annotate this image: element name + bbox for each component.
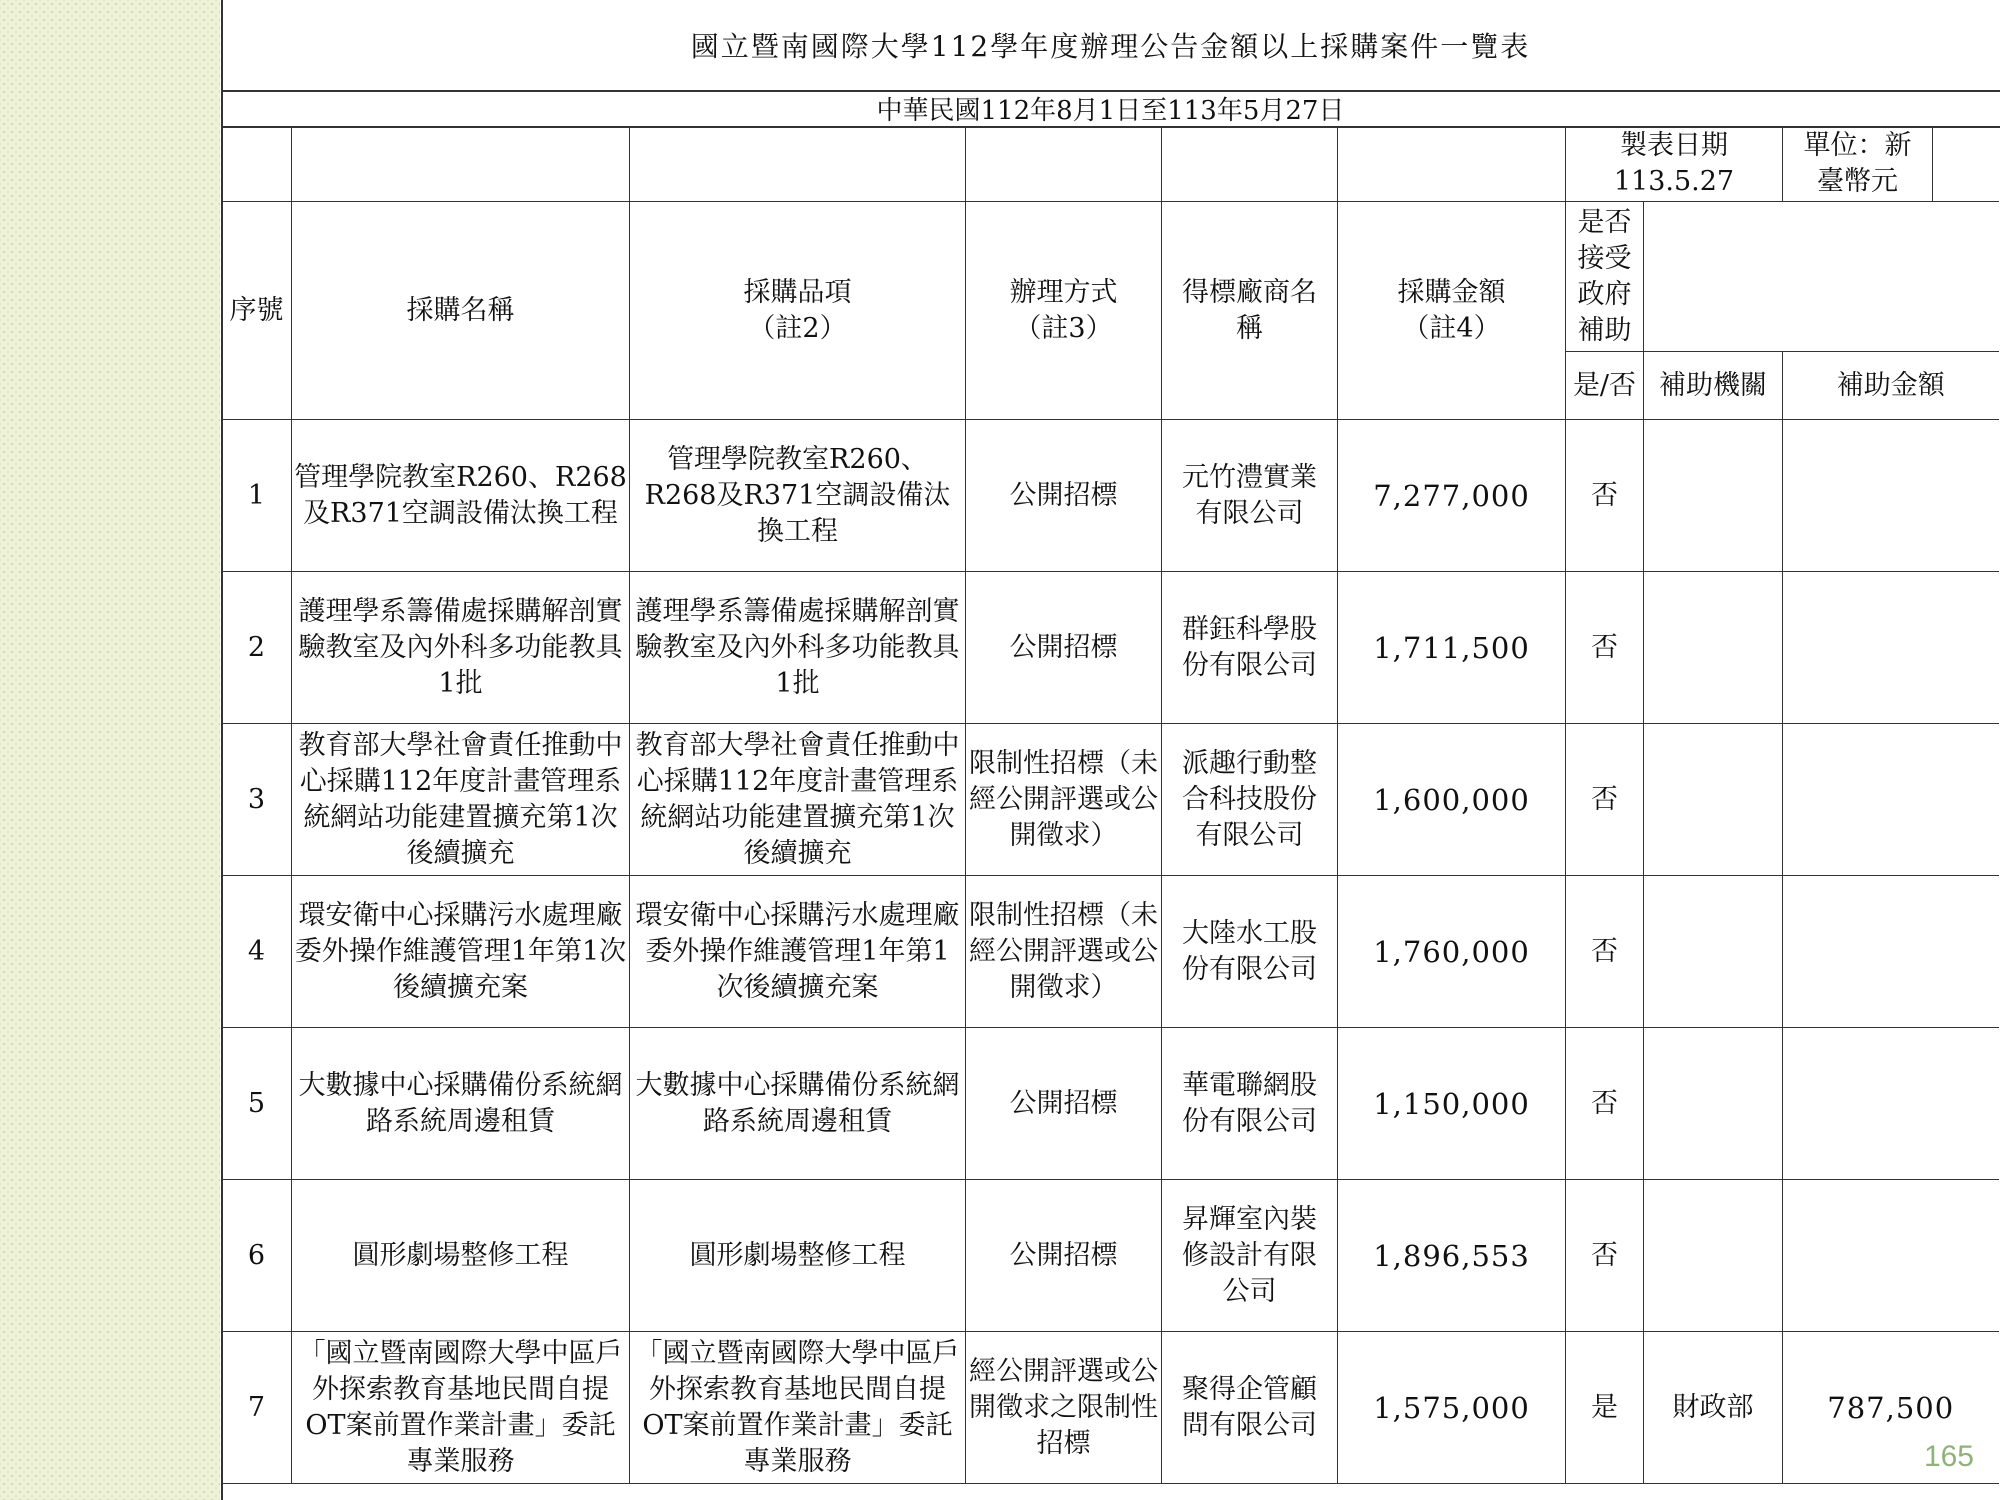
header-method-title: 辦理方式 — [1009, 276, 1118, 308]
procurement-table — [221, 126, 1999, 1484]
row-agency — [1644, 1028, 1783, 1180]
row-amount: 1,711,500 — [1338, 572, 1566, 724]
row-seq: 3 — [222, 724, 292, 876]
meta-empty-cell — [966, 127, 1162, 202]
row-amount: 1,760,000 — [1338, 876, 1566, 1028]
row-name: 「國立暨南國際大學中區戶外探索教育基地民間自提OT案前置作業計畫」委託專業服務 — [292, 1332, 630, 1484]
row-seq: 6 — [222, 1180, 292, 1332]
row-subsidy: 是 — [1566, 1332, 1644, 1484]
row-item: 管理學院教室R260、R268及R371空調設備汰換工程 — [630, 420, 966, 572]
page-number: 165 — [1923, 1440, 1974, 1473]
row-agency — [1644, 572, 1783, 724]
row-item: 護理學系籌備處採購解剖實驗教室及內外科多功能教具1批 — [630, 572, 966, 724]
table-row — [222, 876, 1999, 1028]
header-subsidy-yn: 是/否 — [1566, 352, 1644, 420]
header-item-note: （註2） — [748, 312, 847, 344]
row-vendor: 元竹澧實業有限公司 — [1162, 420, 1338, 572]
header-row — [222, 202, 1999, 352]
row-method: 公開招標 — [966, 572, 1162, 724]
meta-empty-cell — [222, 127, 292, 202]
row-vendor: 華電聯網股份有限公司 — [1162, 1028, 1338, 1180]
table-row — [222, 1180, 1999, 1332]
header-method-note: （註3） — [1014, 312, 1113, 344]
row-agency: 財政部 — [1644, 1332, 1783, 1484]
row-agency — [1644, 724, 1783, 876]
header-subsidy-group: 是否接受政府補助 — [1566, 202, 1644, 352]
currency-unit-label: 單位：新 — [1803, 130, 1912, 161]
row-amount: 1,600,000 — [1338, 724, 1566, 876]
row-subsidy-amount — [1783, 572, 1999, 724]
row-vendor: 群鈺科學股份有限公司 — [1162, 572, 1338, 724]
row-name: 環安衛中心採購污水處理廠委外操作維護管理1年第1次後續擴充案 — [292, 876, 630, 1028]
table-row — [222, 572, 1999, 724]
row-name: 護理學系籌備處採購解剖實驗教室及內外科多功能教具1批 — [292, 572, 630, 724]
row-seq: 1 — [222, 420, 292, 572]
header-empty-cell — [1644, 202, 1999, 352]
row-item: 圓形劇場整修工程 — [630, 1180, 966, 1332]
row-subsidy: 否 — [1566, 724, 1644, 876]
header-amount-title: 採購金額 — [1397, 276, 1506, 308]
row-seq: 7 — [222, 1332, 292, 1484]
row-subsidy: 否 — [1566, 876, 1644, 1028]
header-item — [630, 202, 966, 420]
row-item: 環安衛中心採購污水處理廠委外操作維護管理1年第1次後續擴充案 — [630, 876, 966, 1028]
meta-empty-cell — [630, 127, 966, 202]
meta-empty-cell — [292, 127, 630, 202]
row-seq: 2 — [222, 572, 292, 724]
row-agency — [1644, 876, 1783, 1028]
row-agency — [1644, 420, 1783, 572]
meta-empty-cell — [1338, 127, 1566, 202]
header-method — [966, 202, 1162, 420]
row-name: 教育部大學社會責任推動中心採購112年度計畫管理系統網站功能建置擴充第1次後續擴充 — [292, 724, 630, 876]
row-method: 經公開評選或公開徵求之限制性招標 — [966, 1332, 1162, 1484]
report-date-value: 113.5.27 — [1613, 166, 1735, 197]
row-subsidy-amount — [1783, 724, 1999, 876]
meta-empty-cell — [1162, 127, 1338, 202]
row-method: 限制性招標（未經公開評選或公開徵求） — [966, 876, 1162, 1028]
row-method: 公開招標 — [966, 1180, 1162, 1332]
currency-unit-value: 臺幣元 — [1817, 166, 1898, 197]
header-seq: 序號 — [222, 202, 292, 420]
document-title: 國立暨南國際大學112學年度辦理公告金額以上採購案件一覽表 — [221, 0, 2000, 92]
table-row — [222, 724, 1999, 876]
header-subsidy-agency: 補助機關 — [1644, 352, 1783, 420]
header-subsidy-amount: 補助金額 — [1783, 352, 1999, 420]
row-method: 公開招標 — [966, 1028, 1162, 1180]
header-amount — [1338, 202, 1566, 420]
meta-empty-cell — [1933, 127, 1999, 202]
decorative-side-band — [0, 0, 220, 1500]
row-subsidy-amount — [1783, 876, 1999, 1028]
table-row — [222, 1332, 1999, 1484]
row-vendor: 聚得企管顧問有限公司 — [1162, 1332, 1338, 1484]
row-seq: 4 — [222, 876, 292, 1028]
header-amount-note: （註4） — [1402, 312, 1501, 344]
row-vendor: 大陸水工股份有限公司 — [1162, 876, 1338, 1028]
row-item: 教育部大學社會責任推動中心採購112年度計畫管理系統網站功能建置擴充第1次後續擴充 — [630, 724, 966, 876]
row-subsidy-amount — [1783, 1028, 1999, 1180]
report-date-label: 製表日期 — [1620, 130, 1728, 161]
row-subsidy-amount: 787,500 — [1783, 1332, 1999, 1484]
row-agency — [1644, 1180, 1783, 1332]
row-subsidy: 否 — [1566, 1028, 1644, 1180]
row-amount: 7,277,000 — [1338, 420, 1566, 572]
row-subsidy: 否 — [1566, 1180, 1644, 1332]
row-seq: 5 — [222, 1028, 292, 1180]
currency-unit-cell — [1783, 127, 1933, 202]
row-amount: 1,150,000 — [1338, 1028, 1566, 1180]
reporting-period: 中華民國112年8月1日至113年5月27日 — [221, 90, 2000, 128]
row-subsidy: 否 — [1566, 572, 1644, 724]
header-name: 採購名稱 — [292, 202, 630, 420]
row-item: 「國立暨南國際大學中區戶外探索教育基地民間自提OT案前置作業計畫」委託專業服務 — [630, 1332, 966, 1484]
row-method: 公開招標 — [966, 420, 1162, 572]
row-vendor: 昇輝室內裝修設計有限公司 — [1162, 1180, 1338, 1332]
row-amount: 1,575,000 — [1338, 1332, 1566, 1484]
row-subsidy-amount — [1783, 1180, 1999, 1332]
row-subsidy: 否 — [1566, 420, 1644, 572]
meta-row — [222, 127, 1999, 202]
row-amount: 1,896,553 — [1338, 1180, 1566, 1332]
row-name: 圓形劇場整修工程 — [292, 1180, 630, 1332]
table-row — [222, 420, 1999, 572]
row-subsidy-amount — [1783, 420, 1999, 572]
row-name: 管理學院教室R260、R268及R371空調設備汰換工程 — [292, 420, 630, 572]
header-vendor: 得標廠商名稱 — [1162, 202, 1338, 420]
table-row — [222, 1028, 1999, 1180]
row-item: 大數據中心採購備份系統網路系統周邊租賃 — [630, 1028, 966, 1180]
report-date-cell — [1566, 127, 1783, 202]
row-vendor: 派趣行動整合科技股份有限公司 — [1162, 724, 1338, 876]
row-method: 限制性招標（未經公開評選或公開徵求） — [966, 724, 1162, 876]
header-item-title: 採購品項 — [743, 276, 852, 308]
row-name: 大數據中心採購備份系統網路系統周邊租賃 — [292, 1028, 630, 1180]
